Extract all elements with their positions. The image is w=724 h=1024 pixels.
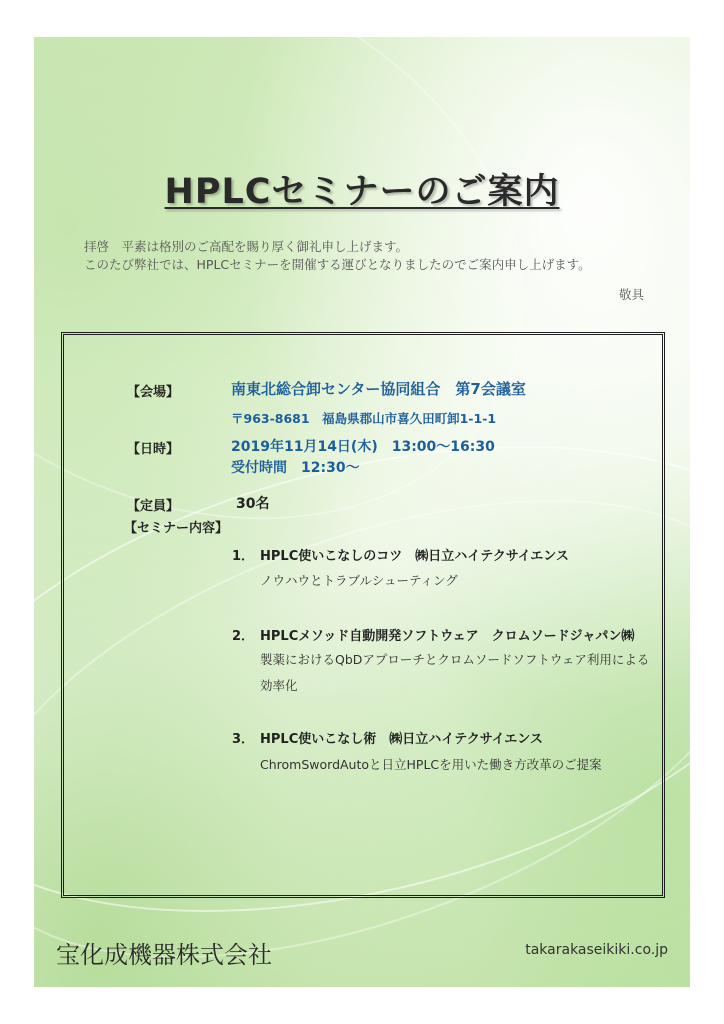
capacity-value: 30名	[236, 496, 270, 512]
item-number: 1．	[232, 549, 255, 564]
greeting-text	[84, 238, 591, 274]
contents-label: 【セミナー内容】	[124, 521, 229, 536]
reception-time: 受付時間 12:30～	[231, 460, 360, 476]
greeting-line: 拝啓 平素は格別のご高配を賜り厚く御礼申し上げます。	[84, 239, 409, 254]
item-title: HPLCメソッド自動開発ソフトウェア クロムソードジャパン㈱	[260, 629, 635, 644]
date-label: 【日時】	[127, 442, 180, 457]
company-name: 宝化成機器株式会社	[56, 941, 272, 969]
page-title: HPLCセミナーのご案内	[164, 172, 560, 212]
greeting-line: このたび弊社では、HPLCセミナーを開催する運びとなりましたのでご案内申し上げます。	[84, 257, 591, 272]
company-url: takarakaseikiki.co.jp	[525, 942, 668, 958]
item-desc: 製薬におけるQbDアプローチとクロムソードソフトウェア利用による	[260, 652, 650, 667]
flyer-page	[34, 37, 690, 987]
venue-name: 南東北総合卸センター協同組合 第7会議室	[231, 380, 526, 398]
item-desc: 効率化	[260, 678, 298, 693]
details-box	[61, 332, 665, 898]
date-time: 2019年11月14日(木) 13:00～16:30	[231, 439, 495, 455]
item-number: 3．	[232, 732, 255, 747]
item-desc: ChromSwordAutoと日立HPLCを用いた働き方改革のご提案	[260, 757, 602, 772]
item-title: HPLC使いこなしのコツ ㈱日立ハイテクサイエンス	[260, 549, 569, 564]
item-number: 2．	[232, 629, 255, 644]
closing-text: 敬具	[618, 287, 644, 302]
venue-address: 〒963-8681 福島県郡山市喜久田町卸1-1-1	[231, 411, 497, 426]
item-desc: ノウハウとトラブルシューティング	[260, 573, 458, 588]
capacity-label: 【定員】	[127, 499, 180, 514]
item-title: HPLC使いこなし術 ㈱日立ハイテクサイエンス	[260, 732, 543, 747]
venue-label: 【会場】	[127, 385, 180, 400]
